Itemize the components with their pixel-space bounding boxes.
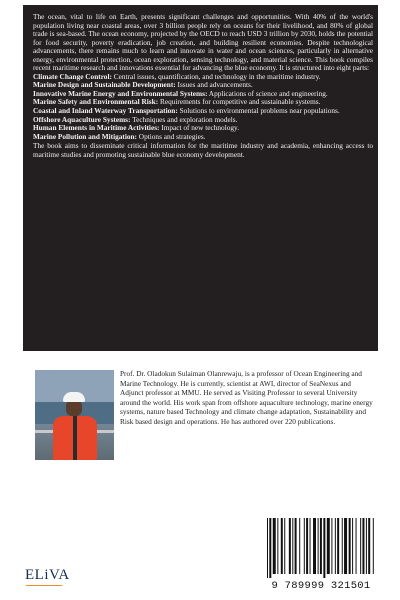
barcode-bar [344,518,347,574]
barcode-bar [284,518,285,574]
part-title: Climate Change Control: [33,71,112,81]
publisher-logo [25,567,70,593]
part-description: Techniques and exploration models. [130,114,238,124]
part-description: Central issues, quantification, and technology in the maritime industry. [111,71,321,81]
part-description: Solutions to environmental problems near populations. [177,106,340,116]
barcode-bar [295,518,297,574]
synopsis-intro: The ocean, vital to life on Earth, presents significant challenges and opportunities. With 40% of the world's population living near coastal areas, over 3 billion people rely on oceans for their livelihood, and 80% of global trade is sea-based. The ocean economy, projected by the OECD to reach USD 3 trillion by 2030, holds the potential for food security, poverty eradication, job creation, and building resilient economies. Despite technological advancements, there remains much to learn and innovate in water and ocean sciences, particularly in alternative energy, environmental protection, ocean exploration, sensing technology, and material science. This book compiles recent maritime research and innovations essential for advancing the blue economy. It is structured into eight parts: [33,12,373,73]
barcode-bar [306,518,308,574]
publisher-logo-underline [26,585,62,591]
part-title: Innovative Marine Energy and Environmental Systems: [33,88,208,98]
part-item [33,133,373,142]
part-title: Marine Safety and Environmental Risk: [33,97,159,107]
part-description: Issues and advancements. [175,80,253,90]
barcode-bar [342,518,343,574]
photo-face [66,400,82,416]
barcode-bar [289,518,291,574]
part-title: Marine Pollution and Mitigation: [33,131,137,141]
author-bio: Prof. Dr. Oladokun Sulaiman Olanrewaju, is a professor of Ocean Engineering and Marine Technology. He is currently, scientist at AWI, director of SeaNexus and Adjunct professor at MMU. He served as Visiting Professor to several University around the world. His work span from offshore aquaculture technology, marine energy systems, nature based Technology and climate change adaptation, Sustainability and Risk based design and operations. He has authored over 220 publications. [120,369,373,426]
part-title: Human Elements in Maritime Activities: [33,123,160,133]
barcode-bar [323,518,325,578]
barcode-bar [356,518,357,574]
barcode-bar [337,518,339,574]
synopsis-text [33,13,373,159]
barcode-bar [327,518,330,574]
barcode-bar [318,518,319,574]
barcode-bar [277,518,278,574]
part-description: Impact of new technology. [159,123,240,133]
barcode-bar [352,518,353,574]
barcode-bar [281,518,283,574]
part-description: Requirements for competitive and sustainable systems. [158,97,321,107]
barcode-bar [331,518,332,574]
barcode-bar [366,518,367,574]
barcode-bar [320,518,322,574]
barcode-bar [267,518,268,578]
synopsis-panel [23,5,378,351]
barcode-bar [368,518,370,574]
barcode-bar [373,518,374,574]
author-photo [35,370,114,460]
isbn-number: 9 789999 321501 [271,580,371,592]
barcode-bar [349,518,351,574]
publisher-logo-wordmark: ELiVA [25,567,70,583]
barcode-bar [362,518,364,574]
barcode-bars [263,516,379,578]
barcode-bar [299,518,300,574]
part-description: Applications of science and engineering. [207,88,328,98]
barcode-bar [313,518,316,574]
barcode-bar [335,518,336,574]
part-title: Coastal and Inland Waterway Transportation: [33,106,178,116]
barcode-bar [273,518,276,574]
barcode [263,516,379,578]
barcode-bar [269,518,271,578]
synopsis-closing: The book aims to disseminate critical information for the maritime industry and academia, enhancing access to maritime studies and promoting sustainable blue economy development. [33,141,373,159]
barcode-bar [292,518,293,574]
photo-hard-hat [63,392,85,402]
barcode-bar [360,518,361,574]
barcode-bar [310,518,311,574]
part-title: Marine Design and Sustainable Development: [33,80,176,90]
photo-vest-strap [73,416,77,460]
part-title: Offshore Aquaculture Systems: [33,114,131,124]
part-description: Options and strategies. [136,131,206,141]
barcode-bar [304,518,305,574]
